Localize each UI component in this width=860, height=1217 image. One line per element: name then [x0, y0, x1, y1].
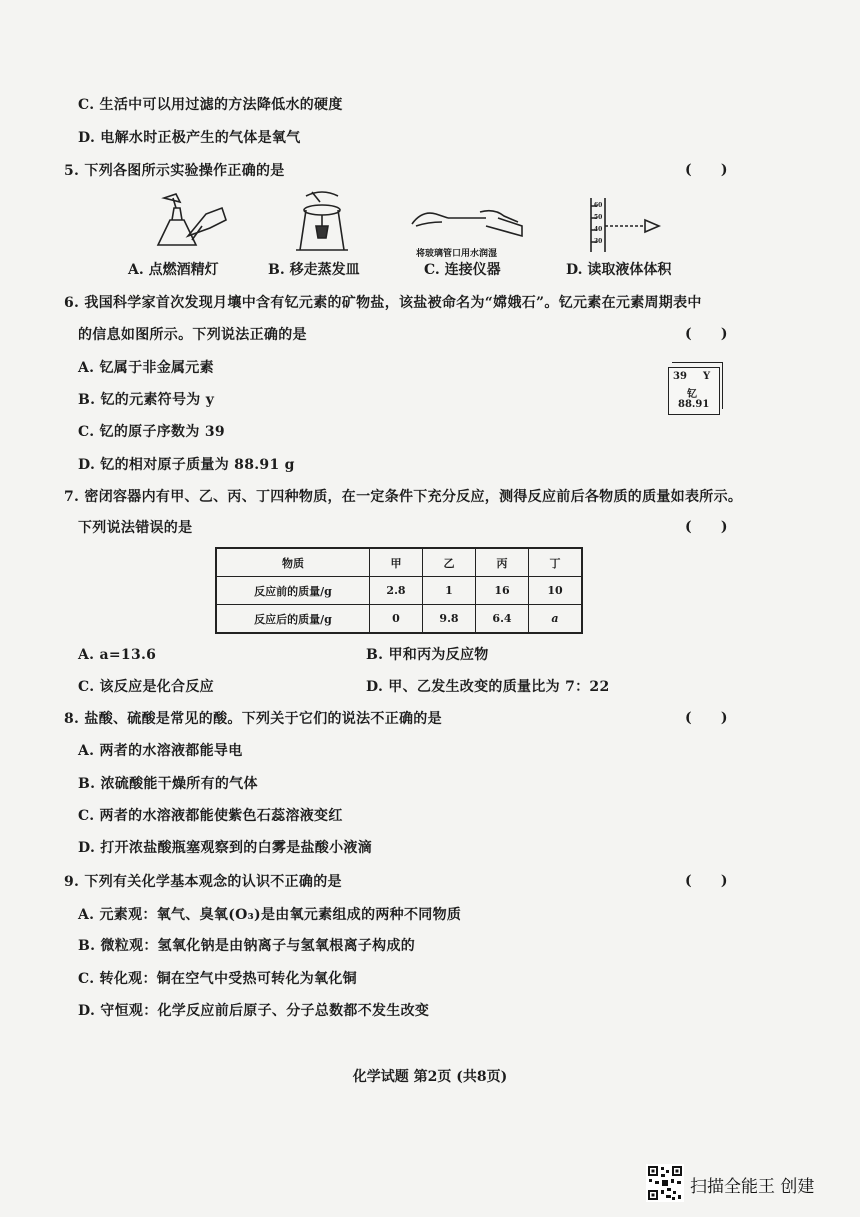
mass-table	[215, 547, 583, 634]
q5-answer-paren: ( )	[685, 162, 728, 178]
qr-code-icon	[646, 1164, 684, 1202]
table-cell: 0	[370, 605, 423, 634]
q9-option-b: B. 微粒观：氢氧化钠是由钠离子与氢氧根离子构成的	[78, 938, 416, 954]
q7-option-b: B. 甲和丙为反应物	[366, 647, 489, 663]
table-header-cell: 丁	[529, 548, 583, 577]
q7-stem-line2: 下列说法错误的是	[78, 520, 193, 536]
q7-option-d: D. 甲、乙发生改变的质量比为 7：22	[366, 679, 610, 695]
table-cell: 反应前的质量/g	[216, 577, 370, 605]
element-atomic-mass: 88.91	[678, 399, 710, 410]
q8-stem: 8. 盐酸、硫酸是常见的酸。下列关于它们的说法不正确的是	[64, 711, 442, 727]
q9-option-a: A. 元素观：氧气、臭氧(O₃)是由氧元素组成的两种不同物质	[78, 907, 462, 923]
q9-option-d: D. 守恒观：化学反应前后原子、分子总数都不发生改变	[78, 1003, 430, 1019]
element-symbol: Y	[703, 371, 711, 382]
table-cell: 10	[529, 577, 583, 605]
q5-caption-b: B. 移走蒸发皿	[268, 262, 360, 278]
q8-option-c: C. 两者的水溶液都能使紫色石蕊溶液变红	[78, 808, 343, 824]
q6-option-c: C. 钇的原子序数为 39	[78, 424, 225, 440]
q9-stem: 9. 下列有关化学基本观念的认识不正确的是	[64, 874, 342, 890]
table-header-row	[216, 548, 582, 577]
table-cell: 6.4	[476, 605, 529, 634]
q6-option-a: A. 钇属于非金属元素	[78, 360, 214, 376]
table-header-cell: 物质	[216, 548, 370, 577]
q7-option-c: C. 该反应是化合反应	[78, 679, 214, 695]
table-cell: a	[529, 605, 583, 634]
q5-figure-c-note: 将玻璃管口用水润湿	[416, 249, 498, 259]
q9-answer-paren: ( )	[685, 873, 728, 889]
table-header-cell: 丙	[476, 548, 529, 577]
cylinder-tick-60: 60	[594, 202, 603, 209]
table-row	[216, 577, 582, 605]
table-header-cell: 乙	[423, 548, 476, 577]
table-cell: 9.8	[423, 605, 476, 634]
q4-option-d: D. 电解水时正极产生的气体是氧气	[78, 130, 301, 146]
q6-option-d: D. 钇的相对原子质量为 88.91 g	[78, 457, 295, 473]
table-cell: 2.8	[370, 577, 423, 605]
q8-option-a: A. 两者的水溶液都能导电	[78, 743, 243, 759]
q7-stem-line1: 7. 密闭容器内有甲、乙、丙、丁四种物质，在一定条件下充分反应，测得反应前后各物质的质量如表所示。	[64, 489, 743, 505]
q5-caption-d: D. 读取液体体积	[566, 262, 672, 278]
q8-option-b: B. 浓硫酸能干燥所有的气体	[78, 776, 258, 792]
q6-option-b: B. 钇的元素符号为 y	[78, 392, 215, 408]
table-header-cell: 甲	[370, 548, 423, 577]
q6-stem-line2: 的信息如图所示。下列说法正确的是	[78, 327, 307, 343]
q8-option-d: D. 打开浓盐酸瓶塞观察到的白雾是盐酸小液滴	[78, 840, 372, 856]
q7-option-a: A. a=13.6	[78, 647, 157, 663]
cylinder-tick-30: 30	[594, 238, 603, 245]
element-atomic-number: 39	[673, 371, 687, 382]
scanner-watermark: 扫描全能王 创建	[690, 1177, 815, 1197]
q7-answer-paren: ( )	[685, 519, 728, 535]
page-footer: 化学试题 第2页 (共8页)	[352, 1069, 508, 1085]
evaporating-dish-figure	[292, 188, 352, 256]
q5-caption-a: A. 点燃酒精灯	[128, 262, 219, 278]
connect-apparatus-figure	[408, 202, 528, 242]
q5-stem: 5. 下列各图所示实验操作正确的是	[64, 163, 285, 179]
q6-answer-paren: ( )	[685, 326, 728, 342]
q4-option-c: C. 生活中可以用过滤的方法降低水的硬度	[78, 97, 343, 113]
cylinder-tick-40: 40	[594, 226, 603, 233]
table-cell: 1	[423, 577, 476, 605]
q5-caption-c: C. 连接仪器	[424, 262, 501, 278]
alcohol-lamp-figure	[140, 190, 230, 250]
cylinder-tick-50: 50	[594, 214, 603, 221]
table-row	[216, 605, 582, 634]
q6-stem-line1: 6. 我国科学家首次发现月壤中含有钇元素的矿物盐，该盐被命名为“嫦娥石”。钇元素在元素周期表中	[64, 295, 702, 311]
q9-option-c: C. 转化观：铜在空气中受热可转化为氧化铜	[78, 971, 357, 987]
element-card	[668, 367, 720, 415]
q8-answer-paren: ( )	[685, 710, 728, 726]
element-name: 钇	[687, 389, 697, 400]
table-cell: 16	[476, 577, 529, 605]
table-cell: 反应后的质量/g	[216, 605, 370, 634]
